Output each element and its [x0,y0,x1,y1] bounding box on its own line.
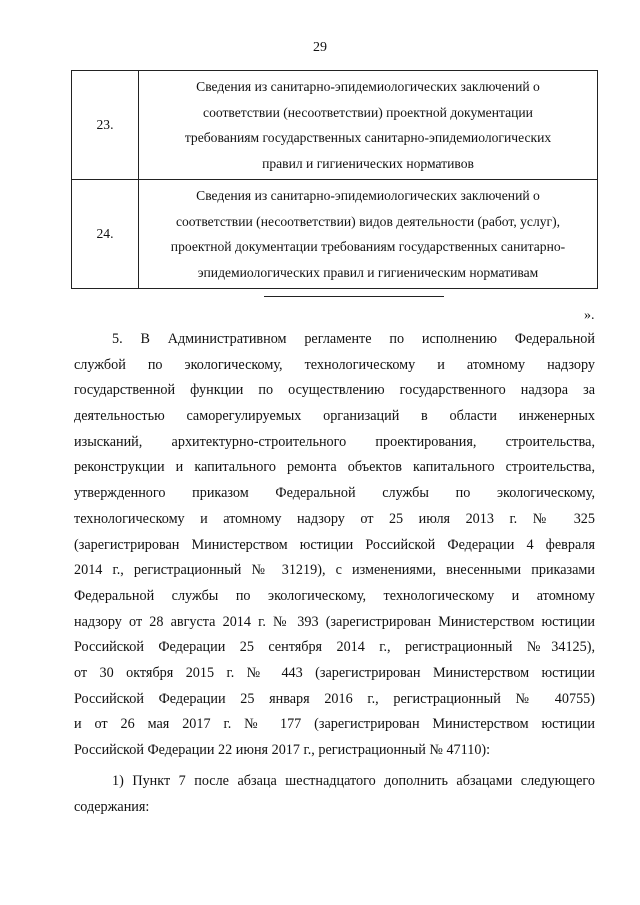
paragraph-line: Российской Федерации 25 сентября 2014 г., регистрационный №34125), [74,639,595,656]
paragraph-line: от 30 октября 2015 г. № 443 (зарегистрирован Министерством юстиции [74,664,595,681]
paragraph-line: государственной функции по осуществлению государственного надзора за [74,382,595,399]
paragraph-5 [74,327,595,764]
paragraph-line: реконструкции и капитального ремонта объектов капитального строительства, [74,459,595,476]
text-line: правил и гигиенических нормативов [262,155,474,171]
text-line: Сведения из санитарно-эпидемиологических заключений о [196,79,540,94]
row-description [139,180,598,289]
separator-rule [264,296,444,297]
paragraph-line: службой по экологическому, технологическому и атомному надзору [74,356,595,373]
paragraph-line: Российской Федерации 25 января 2016 г., регистрационный № 40755) [74,690,595,707]
paragraph-item-1 [74,769,595,820]
paragraph-line: деятельностью саморегулируемых организаций в области инженерных [74,408,595,425]
paragraph-line: содержания: [74,798,150,815]
text-line: соответствии (несоответствии) проектной документации [203,104,533,120]
closing-quote: ». [584,308,595,323]
text-line: требованиям государственных санитарно-эпидемиологических [184,130,552,145]
paragraph-line: надзору от 28 августа 2014 г. № 393 (зарегистрирован Министерством юстиции [74,613,595,630]
table-row [72,71,598,180]
row-number: 24. [72,180,139,289]
paragraph-line: (зарегистрирован Министерством юстиции Российской Федерации 4 февраля [74,536,595,553]
row-number: 23. [72,71,139,180]
table-row [72,180,598,289]
row-description [139,71,598,180]
text-line: соответствии (несоответствии) видов деятельности (работ, услуг), [175,213,561,229]
text-line: проектной документации требованиям государственных санитарно- [170,239,566,254]
text-line: Сведения из санитарно-эпидемиологических заключений о [196,188,540,203]
paragraph-line: 5. В Административном регламенте по исполнению Федеральной [112,331,595,347]
text-line: эпидемиологических правил и гигиеническим нормативам [197,264,539,280]
paragraph-line: технологическому и атомному надзору от 25 июля 2013 г. № 325 [74,510,595,527]
paragraph-line: Российской Федерации 22 июня 2017 г., регистрационный № 47110): [74,742,491,758]
paragraph-line: и от 26 мая 2017 г. № 177 (зарегистрирован Министерством юстиции [74,716,595,733]
requirements-table [71,70,598,289]
paragraph-line: изысканий, архитектурно-строительного проектирования, строительства, [74,433,595,450]
paragraph-line: 2014 г., регистрационный № 31219), с изменениями, внесенными приказами [74,562,595,579]
paragraph-line: утвержденного приказом Федеральной службы по экологическому, [74,485,595,502]
page-number: 29 [313,40,327,55]
paragraph-line: 1) Пункт 7 после абзаца шестнадцатого дополнить абзацами следующего [112,773,595,789]
paragraph-line: Федеральной службы по экологическому, технологическому и атомному [74,587,595,604]
